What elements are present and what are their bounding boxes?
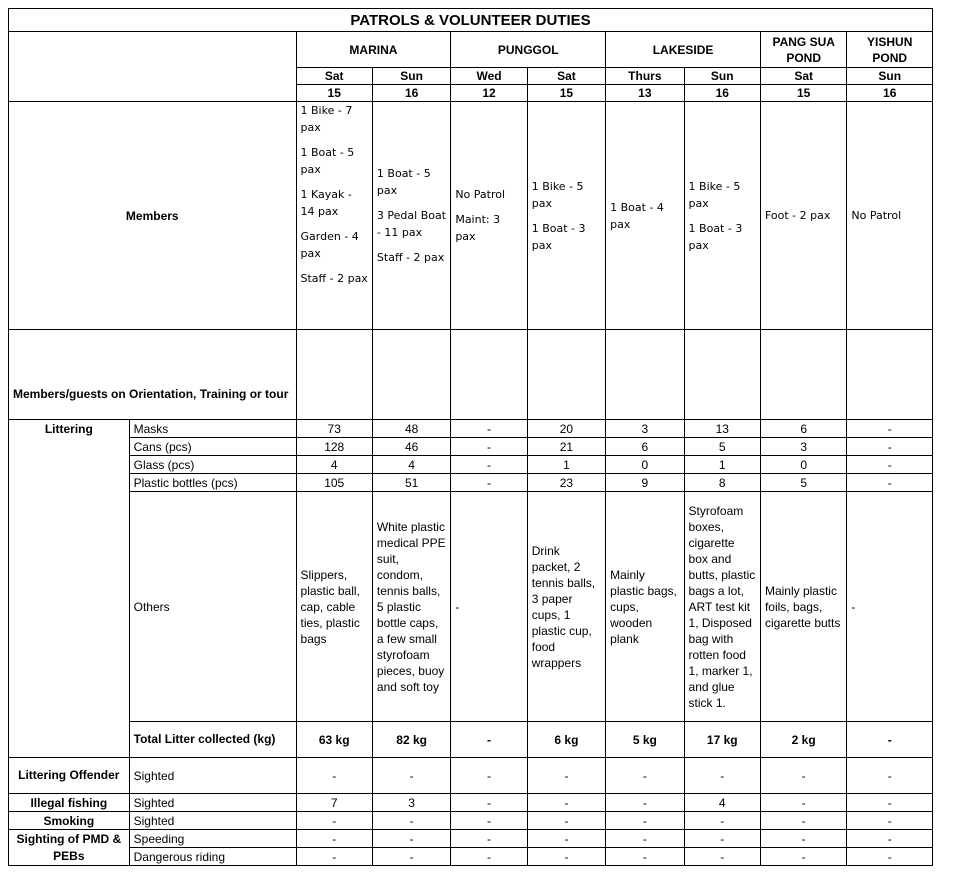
orientation-label: Members/guests on Orientation, Training or tour: [9, 330, 297, 420]
table-cell: -: [296, 812, 372, 830]
others-cell: Slippers, plastic ball, cap, cable ties, plastic bags: [296, 492, 372, 722]
member-entry: 3 Pedal Boat - 11 pax: [376, 209, 447, 239]
others-cell: Drink packet, 2 tennis balls, 3 paper cups, 1 plastic cup, food wrappers: [527, 492, 605, 722]
table-cell: 3: [606, 420, 684, 438]
orientation-cell: [527, 330, 605, 420]
table-cell: -: [606, 830, 684, 848]
table-cell: 6: [606, 438, 684, 456]
member-entry: 1 Kayak - 14 pax: [300, 188, 352, 218]
table-cell: -: [847, 848, 933, 866]
table-cell: -: [760, 830, 846, 848]
members-cell: [606, 102, 684, 330]
offence-label: Smoking: [9, 812, 130, 830]
littering-sublabel: Cans (pcs): [129, 438, 296, 456]
total-cell: 63 kg: [296, 722, 372, 758]
member-entry: 1 Bike - 7 pax: [300, 104, 353, 134]
date-header: 12: [451, 85, 527, 102]
day-header: Sun: [847, 68, 933, 85]
table-cell: -: [527, 812, 605, 830]
total-cell: 17 kg: [684, 722, 760, 758]
table-cell: 51: [372, 474, 450, 492]
date-header: 13: [606, 85, 684, 102]
day-header: Sun: [372, 68, 450, 85]
member-entry: 1 Boat - 3 pax: [531, 221, 586, 252]
table-cell: -: [527, 794, 605, 812]
member-entry: Staff - 2 pax: [376, 251, 445, 264]
others-cell: -: [451, 492, 527, 722]
total-cell: 6 kg: [527, 722, 605, 758]
location-lakeside: LAKESIDE: [606, 32, 761, 68]
littering-label: Littering: [9, 420, 130, 758]
pmd-sublabel: Speeding: [129, 830, 296, 848]
table-cell: 4: [684, 794, 760, 812]
others-cell: -: [847, 492, 933, 722]
members-cell: [451, 102, 527, 330]
members-cell: [296, 102, 372, 330]
table-cell: 6: [760, 420, 846, 438]
littering-sublabel: Glass (pcs): [129, 456, 296, 474]
total-cell: 5 kg: [606, 722, 684, 758]
table-cell: -: [847, 812, 933, 830]
patrols-table: [8, 8, 933, 866]
offence-sublabel: Sighted: [129, 794, 296, 812]
others-label: Others: [129, 492, 296, 722]
table-cell: 46: [372, 438, 450, 456]
location-yishun-pond: YISHUN POND: [847, 32, 933, 68]
location-pang-sua-pond: PANG SUA POND: [760, 32, 846, 68]
date-header: 15: [527, 85, 605, 102]
table-cell: -: [684, 812, 760, 830]
table-cell: -: [451, 438, 527, 456]
others-cell: Mainly plastic bags, cups, wooden plank: [606, 492, 684, 722]
table-cell: -: [847, 474, 933, 492]
table-cell: -: [451, 830, 527, 848]
orientation-cell: [296, 330, 372, 420]
members-cell: [760, 102, 846, 330]
table-cell: -: [372, 812, 450, 830]
table-cell: -: [372, 758, 450, 794]
littering-sublabel: Masks: [129, 420, 296, 438]
table-cell: 5: [684, 438, 760, 456]
table-cell: -: [684, 830, 760, 848]
table-cell: 48: [372, 420, 450, 438]
date-header: 16: [372, 85, 450, 102]
table-cell: -: [451, 474, 527, 492]
members-cell: [847, 102, 933, 330]
orientation-cell: [760, 330, 846, 420]
table-title: PATROLS & VOLUNTEER DUTIES: [9, 9, 933, 32]
date-header: 15: [296, 85, 372, 102]
table-cell: -: [451, 420, 527, 438]
orientation-cell: [451, 330, 527, 420]
member-entry: 1 Boat - 5 pax: [376, 167, 431, 197]
table-cell: -: [296, 848, 372, 866]
table-cell: -: [847, 420, 933, 438]
offence-sublabel: Sighted: [129, 812, 296, 830]
table-cell: -: [847, 758, 933, 794]
table-cell: -: [527, 758, 605, 794]
member-entry: No Patrol: [455, 188, 506, 201]
member-entry: 1 Bike - 5 pax: [531, 179, 584, 210]
date-header: 16: [684, 85, 760, 102]
table-cell: 9: [606, 474, 684, 492]
day-header: Sat: [296, 68, 372, 85]
date-header: 15: [760, 85, 846, 102]
member-entry: 1 Boat - 3 pax: [688, 221, 743, 252]
offence-label: Illegal fishing: [9, 794, 130, 812]
table-cell: -: [606, 758, 684, 794]
total-cell: -: [451, 722, 527, 758]
total-cell: 2 kg: [760, 722, 846, 758]
total-cell: 82 kg: [372, 722, 450, 758]
table-cell: -: [847, 438, 933, 456]
offence-sublabel: Sighted: [129, 758, 296, 794]
table-cell: -: [760, 758, 846, 794]
member-entry: 1 Boat - 4 pax: [610, 200, 664, 231]
table-cell: -: [760, 794, 846, 812]
location-punggol: PUNGGOL: [451, 32, 606, 68]
others-cell: White plastic medical PPE suit, condom, tennis balls, 5 plastic bottle caps, a few small styrofoam pieces, buoy and soft toy: [372, 492, 450, 722]
table-cell: 7: [296, 794, 372, 812]
table-cell: -: [296, 758, 372, 794]
table-cell: 0: [606, 456, 684, 474]
table-cell: -: [847, 456, 933, 474]
table-cell: -: [606, 812, 684, 830]
orientation-cell: [372, 330, 450, 420]
pmd-sublabel: Dangerous riding: [129, 848, 296, 866]
table-cell: 20: [527, 420, 605, 438]
table-cell: 5: [760, 474, 846, 492]
table-cell: -: [527, 848, 605, 866]
member-entry: Maint: 3 pax: [455, 213, 501, 243]
member-entry: 1 Bike - 5 pax: [688, 179, 741, 210]
table-cell: -: [606, 794, 684, 812]
table-cell: -: [684, 758, 760, 794]
table-cell: -: [372, 848, 450, 866]
member-entry: Garden - 4 pax: [300, 230, 359, 260]
day-header: Wed: [451, 68, 527, 85]
offence-label: Littering Offender: [9, 758, 130, 794]
table-cell: 0: [760, 456, 846, 474]
table-cell: -: [847, 794, 933, 812]
table-cell: 1: [527, 456, 605, 474]
table-cell: -: [372, 830, 450, 848]
pmd-label: Sighting of PMD & PEBs: [9, 830, 130, 866]
table-cell: -: [296, 830, 372, 848]
table-cell: 4: [372, 456, 450, 474]
table-cell: -: [527, 830, 605, 848]
table-cell: 105: [296, 474, 372, 492]
table-cell: -: [760, 812, 846, 830]
members-cell: [527, 102, 605, 330]
members-cell: [684, 102, 760, 330]
table-cell: 1: [684, 456, 760, 474]
others-cell: Styrofoam boxes, cigarette box and butts, plastic bags a lot, ART test kit 1, Disposed bag with rotten food 1, marker 1, and glue stick 1.: [684, 492, 760, 722]
table-cell: -: [451, 848, 527, 866]
table-cell: -: [606, 848, 684, 866]
member-entry: No Patrol: [851, 209, 902, 222]
table-cell: 23: [527, 474, 605, 492]
table-cell: -: [684, 848, 760, 866]
table-cell: 73: [296, 420, 372, 438]
member-entry: Foot - 2 pax: [764, 209, 831, 222]
total-cell: -: [847, 722, 933, 758]
table-cell: -: [451, 812, 527, 830]
day-header: Sat: [527, 68, 605, 85]
table-cell: 8: [684, 474, 760, 492]
corner-cell: [9, 32, 297, 102]
day-header: Sun: [684, 68, 760, 85]
table-cell: 128: [296, 438, 372, 456]
total-label: Total Litter collected (kg): [129, 722, 296, 758]
table-cell: -: [451, 758, 527, 794]
table-cell: 4: [296, 456, 372, 474]
table-cell: -: [451, 456, 527, 474]
day-header: Thurs: [606, 68, 684, 85]
table-cell: -: [451, 794, 527, 812]
table-cell: -: [847, 830, 933, 848]
day-header: Sat: [760, 68, 846, 85]
member-entry: 1 Boat - 5 pax: [300, 146, 355, 176]
members-cell: [372, 102, 450, 330]
littering-sublabel: Plastic bottles (pcs): [129, 474, 296, 492]
members-label: Members: [9, 102, 297, 330]
table-cell: 3: [760, 438, 846, 456]
orientation-cell: [847, 330, 933, 420]
table-cell: 21: [527, 438, 605, 456]
orientation-cell: [684, 330, 760, 420]
location-marina: MARINA: [296, 32, 451, 68]
table-cell: -: [760, 848, 846, 866]
table-cell: 3: [372, 794, 450, 812]
orientation-cell: [606, 330, 684, 420]
table-cell: 13: [684, 420, 760, 438]
member-entry: Staff - 2 pax: [300, 272, 368, 285]
others-cell: Mainly plastic foils, bags, cigarette butts: [760, 492, 846, 722]
date-header: 16: [847, 85, 933, 102]
